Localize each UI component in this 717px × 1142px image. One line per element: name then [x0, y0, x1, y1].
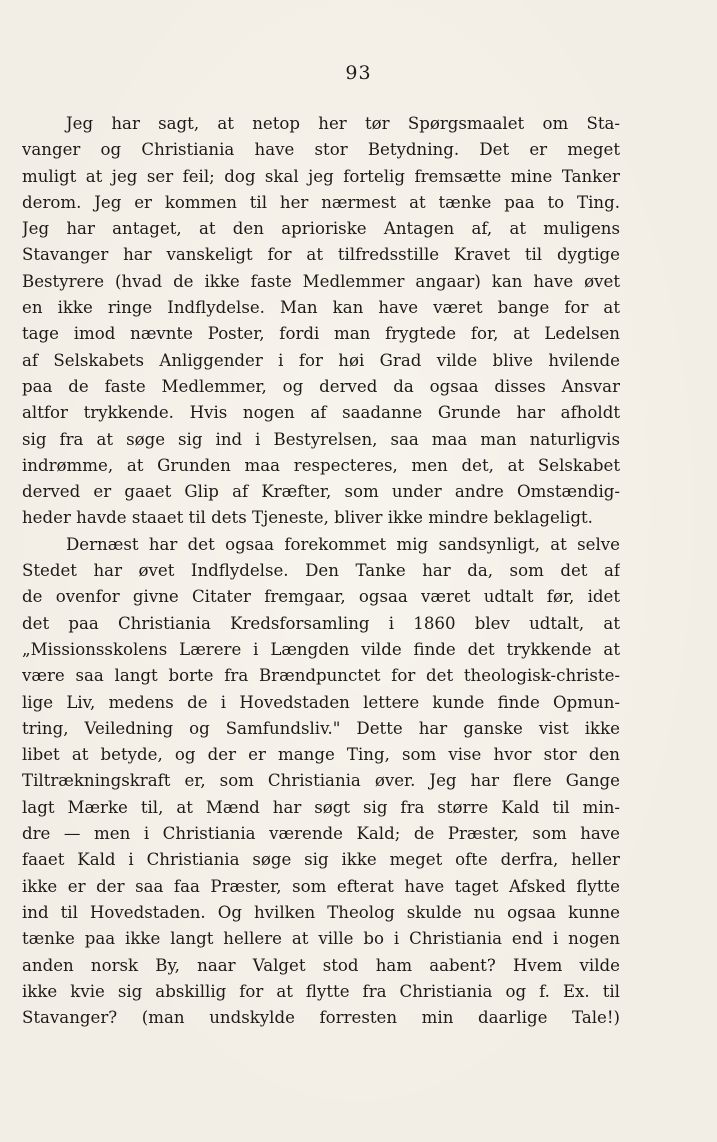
text-line: heder havde staaet til dets Tjeneste, bliver ikke mindre beklageligt.	[22, 508, 593, 528]
text-line: Stavanger har vanskeligt for at tilfredsstille Kravet til dygtige	[22, 245, 620, 265]
text-line: Bestyrere (hvad de ikke faste Medlemmer angaar) kan have øvet	[22, 271, 620, 291]
page-number: 93	[345, 62, 372, 84]
text-line: Stavanger? (man undskylde forresten min daarlige Tale!)	[22, 1008, 620, 1028]
text-line: tage imod nævnte Poster, fordi man frygtede for, at Ledelsen	[22, 324, 620, 344]
text-line: lagt Mærke til, at Mænd har søgt sig fra større Kald til min-	[22, 797, 620, 817]
text-line: vanger og Christiania have stor Betydning. Det er meget	[22, 140, 620, 160]
text-line: Jeg har antaget, at den aprioriske Antagen af, at muligens	[22, 219, 620, 239]
text-line: af Selskabets Anliggender i for høi Grad vilde blive hvilende	[22, 350, 620, 370]
text-line: tring, Veiledning og Samfundsliv." Dette har ganske vist ikke	[22, 718, 620, 738]
text-line: lige Liv, medens de i Hovedstaden lettere kunde finde Opmun-	[22, 692, 620, 712]
text-line: ikke kvie sig abskillig for at flytte fra Christiania og f. Ex. til	[22, 981, 620, 1001]
text-line: dre — men i Christiania værende Kald; de Præster, som have	[22, 824, 620, 844]
text-line: Stedet har øvet Indflydelse. Den Tanke har da, som det af	[22, 561, 620, 581]
text-line: tænke paa ikke langt hellere at ville bo i Christiania end i nogen	[22, 929, 620, 949]
text-line: indrømme, at Grunden maa respecteres, men det, at Selskabet	[22, 455, 620, 475]
text-line: faaet Kald i Christiania søge sig ikke meget ofte derfra, heller	[22, 850, 620, 870]
text-line: en ikke ringe Indflydelse. Man kan have været bange for at	[22, 298, 620, 318]
text-line: altfor trykkende. Hvis nogen af saadanne Grunde har afholdt	[22, 403, 620, 423]
text-line: det paa Christiania Kredsforsamling i 1860 blev udtalt, at	[22, 613, 620, 633]
text-line: libet at betyde, og der er mange Ting, som vise hvor stor den	[22, 745, 620, 765]
text-line: ikke er der saa faa Præster, som efterat have taget Afsked flytte	[22, 876, 620, 896]
text-line: „Missionsskolens Lærere i Længden vilde finde det trykkende at	[22, 639, 620, 659]
text-line: paa de faste Medlemmer, og derved da ogsaa disses Ansvar	[22, 376, 620, 396]
text-line: Tiltrækningskraft er, som Christiania øver. Jeg har flere Gange	[22, 771, 620, 791]
text-line: derom. Jeg er kommen til her nærmest at tænke paa to Ting.	[22, 192, 620, 212]
text-line: Jeg har sagt, at netop her tør Spørgsmaalet om Sta-	[66, 114, 620, 133]
text-line: muligt at jeg ser feil; dog skal jeg fortelig fremsætte mine Tanker	[22, 166, 620, 186]
text-line: Dernæst har det ogsaa forekommet mig sandsynligt, at selve	[66, 534, 620, 554]
body-text	[22, 111, 622, 1031]
text-line: sig fra at søge sig ind i Bestyrelsen, saa maa man naturligvis	[22, 429, 620, 449]
text-line: derved er gaaet Glip af Kræfter, som under andre Omstændig-	[22, 482, 620, 502]
text-line: de ovenfor givne Citater fremgaar, ogsaa været udtalt før, idet	[22, 587, 620, 607]
text-line: være saa langt borte fra Brændpunctet for det theologisk-christe-	[22, 666, 620, 686]
text-line: ind til Hovedstaden. Og hvilken Theolog skulde nu ogsaa kunne	[22, 902, 620, 922]
text-line: anden norsk By, naar Valget stod ham aabent? Hvem vilde	[22, 955, 620, 975]
